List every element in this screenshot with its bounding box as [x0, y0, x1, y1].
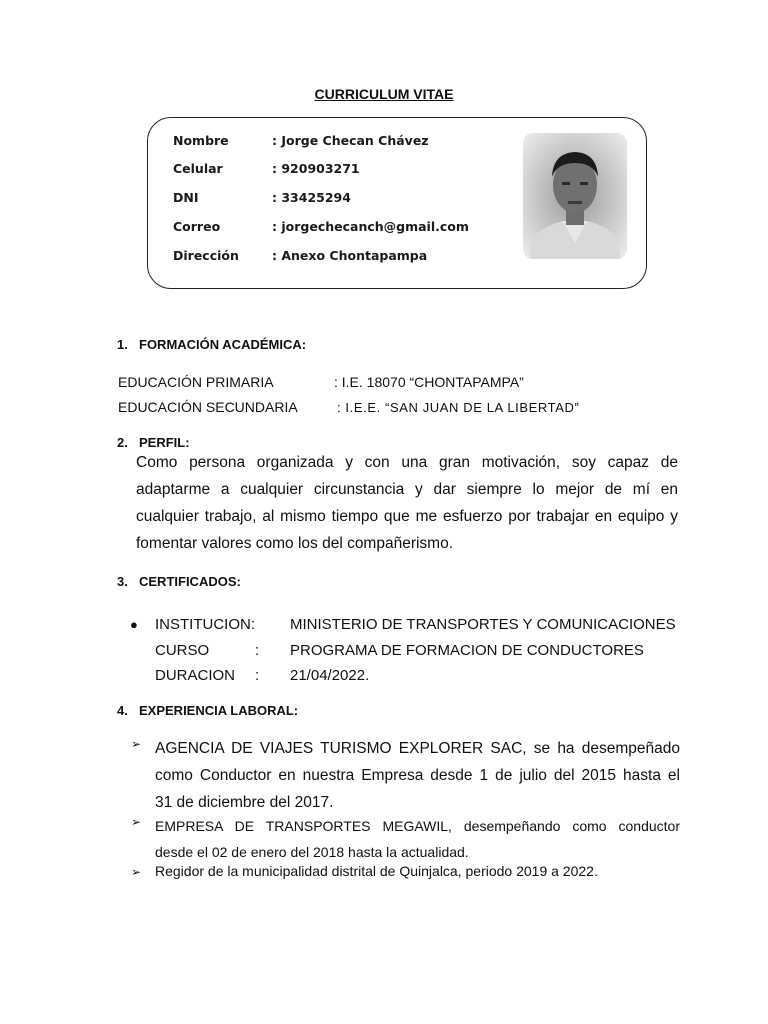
education-primary-value: : I.E. 18070 “CHONTAPAMPA” [334, 374, 524, 390]
experience-item [155, 813, 680, 865]
experience-line: 31 de diciembre del 2017. [155, 794, 334, 811]
cert-institucion-value: MINISTERIO DE TRANSPORTES Y COMUNICACIONES [290, 616, 676, 633]
label-correo: Correo [173, 219, 221, 234]
section-experiencia [117, 703, 298, 718]
education-secondary-level: EDUCACIÓN SECUNDARIA [118, 399, 298, 415]
label-dni: DNI [173, 190, 199, 205]
profile-paragraph [136, 449, 678, 557]
section-formacion [117, 337, 306, 352]
label-direccion: Dirección [173, 248, 239, 263]
section-number: 4. [117, 703, 128, 718]
profile-line: Como persona organizada y con una gran motivación, soy capaz de [136, 454, 678, 471]
experience-line: desde el 02 de enero del 2018 hasta la actualidad. [155, 844, 469, 860]
experience-item [155, 735, 680, 816]
section-perfil [117, 435, 190, 450]
value-direccion: : Anexo Chontapampa [272, 248, 428, 263]
experience-line: Regidor de la municipalidad distrital de Quinjalca, periodo 2019 a 2022. [155, 863, 598, 879]
cert-duracion-value: 21/04/2022. [290, 667, 370, 684]
experience-line: EMPRESA DE TRANSPORTES MEGAWIL, desempeñando como conductor [155, 818, 680, 834]
value-correo: : jorgechecanch@gmail.com [272, 219, 469, 234]
profile-photo [523, 133, 627, 259]
profile-line: fomentar valores como los del compañerismo. [136, 535, 454, 552]
section-number: 2. [117, 435, 128, 450]
section-title: CERTIFICADOS: [139, 574, 241, 589]
value-nombre: : Jorge Checan Chávez [272, 133, 429, 148]
person-portrait-icon [523, 133, 627, 259]
label-celular: Celular [173, 161, 223, 176]
cert-curso-colon: : [255, 642, 260, 659]
section-certificados [117, 574, 241, 589]
document-title: CURRICULUM VITAE [314, 86, 454, 102]
cert-duracion-label: DURACION [155, 667, 236, 684]
section-title: EXPERIENCIA LABORAL: [139, 703, 299, 718]
profile-line: cualquier trabajo, al mismo tiempo que me esfuerzo por trabajar en equipo y [136, 508, 678, 525]
section-title: PERFIL: [139, 435, 190, 450]
value-celular: : 920903271 [272, 161, 360, 176]
cert-curso-value: PROGRAMA DE FORMACION DE CONDUCTORES [290, 642, 644, 659]
arrow-bullet-icon: ➢ [131, 865, 142, 879]
section-number: 3. [117, 574, 128, 589]
cert-institucion-label: INSTITUCION: [155, 616, 255, 633]
section-number: 1. [117, 337, 128, 352]
arrow-bullet-icon: ➢ [131, 737, 142, 751]
experience-line: como Conductor en nuestra Empresa desde 1 de julio del 2015 hasta el [155, 767, 680, 784]
bullet-dot-icon: ● [130, 617, 138, 632]
profile-line: adaptarme a cualquier circunstancia y dar siempre lo mejor de mí en [136, 481, 678, 498]
label-nombre: Nombre [173, 133, 229, 148]
education-secondary-value: : I.E.E. “SAN JUAN DE LA LIBERTAD” [337, 400, 580, 415]
arrow-bullet-icon: ➢ [131, 815, 142, 829]
cert-curso-label: CURSO [155, 642, 210, 659]
cert-duracion-colon: : [255, 667, 260, 684]
experience-item [155, 863, 680, 879]
experience-line: AGENCIA DE VIAJES TURISMO EXPLORER SAC, se ha desempeñado [155, 740, 680, 757]
education-primary-level: EDUCACIÓN PRIMARIA [118, 374, 274, 390]
section-title: FORMACIÓN ACADÉMICA: [139, 337, 307, 352]
value-dni: : 33425294 [272, 190, 351, 205]
